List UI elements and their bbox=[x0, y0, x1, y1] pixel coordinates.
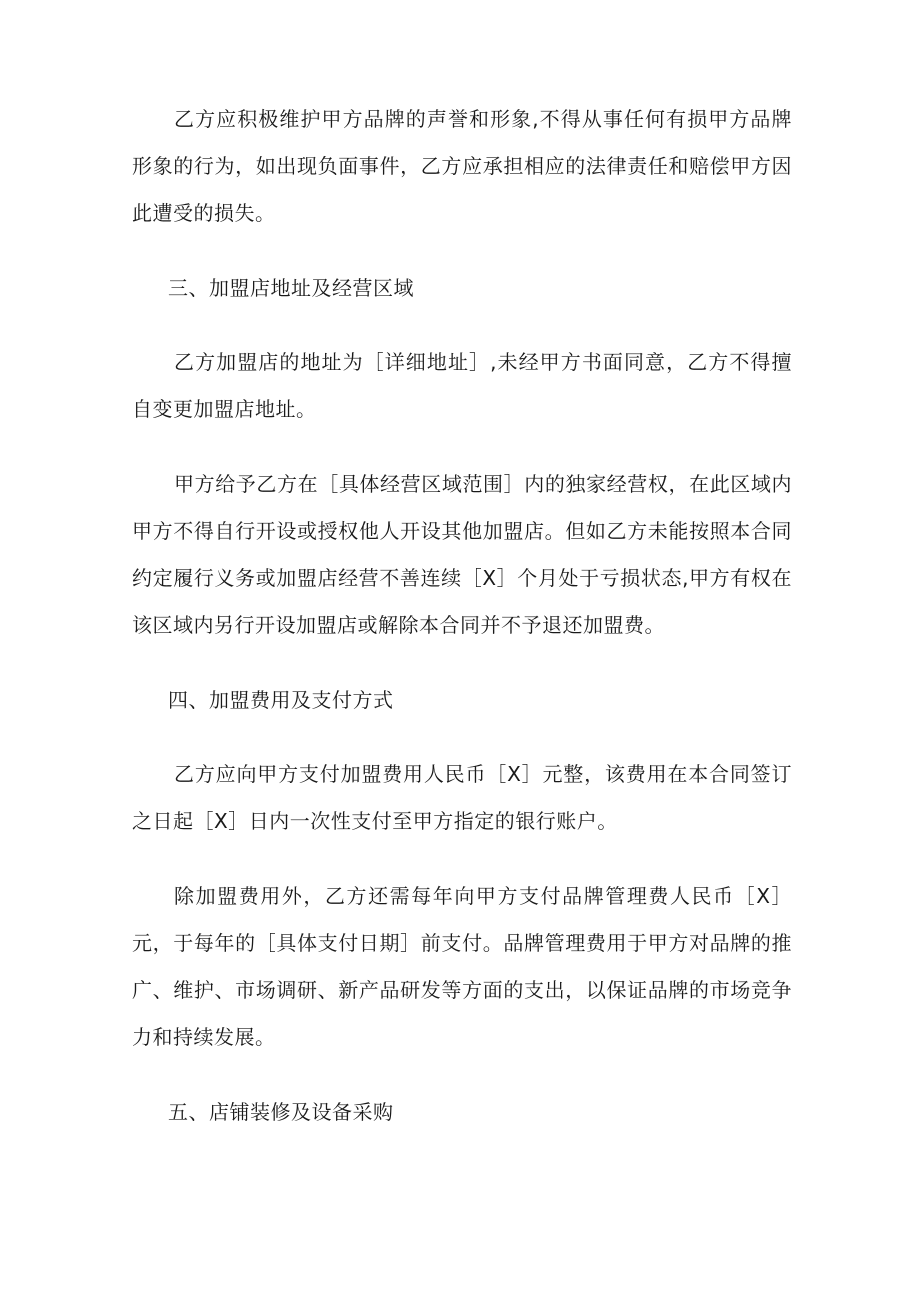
section-heading-3: 三、加盟店地址及经营区域 bbox=[168, 276, 414, 300]
paragraph-franchise-fee: 乙方应向甲方支付加盟费用人民币［X］元整，该费用在本合同签订之日起［X］日内一次性支付至甲方指定的银行账户。 bbox=[132, 762, 792, 833]
paragraph-management-fee: 除加盟费用外，乙方还需每年向甲方支付品牌管理费人民币［X］元，于每年的［具体支付日期］前支付。品牌管理费用于甲方对品牌的推广、维护、市场调研、新产品研发等方面的支出，以保证品牌的市场竞争力和持续发展。 bbox=[132, 884, 792, 1049]
section-heading-5: 五、店铺装修及设备采购 bbox=[168, 1100, 394, 1124]
paragraph-exclusive-region: 甲方给予乙方在［具体经营区域范围］内的独家经营权，在此区域内甲方不得自行开设或授权他人开设其他加盟店。但如乙方未能按照本合同约定履行义务或加盟店经营不善连续［X］个月处于亏损状态,甲方有权在该区域内另行开设加盟店或解除本合同并不予退还加盟费。 bbox=[132, 472, 792, 637]
section-heading-4: 四、加盟费用及支付方式 bbox=[168, 688, 394, 712]
paragraph-store-address: 乙方加盟店的地址为［详细地址］,未经甲方书面同意，乙方不得擅自变更加盟店地址。 bbox=[132, 350, 792, 421]
document-body bbox=[132, 96, 792, 1136]
paragraph-brand-reputation: 乙方应积极维护甲方品牌的声誉和形象,不得从事任何有损甲方品牌形象的行为，如出现负面事件，乙方应承担相应的法律责任和赔偿甲方因此遭受的损失。 bbox=[132, 107, 792, 225]
